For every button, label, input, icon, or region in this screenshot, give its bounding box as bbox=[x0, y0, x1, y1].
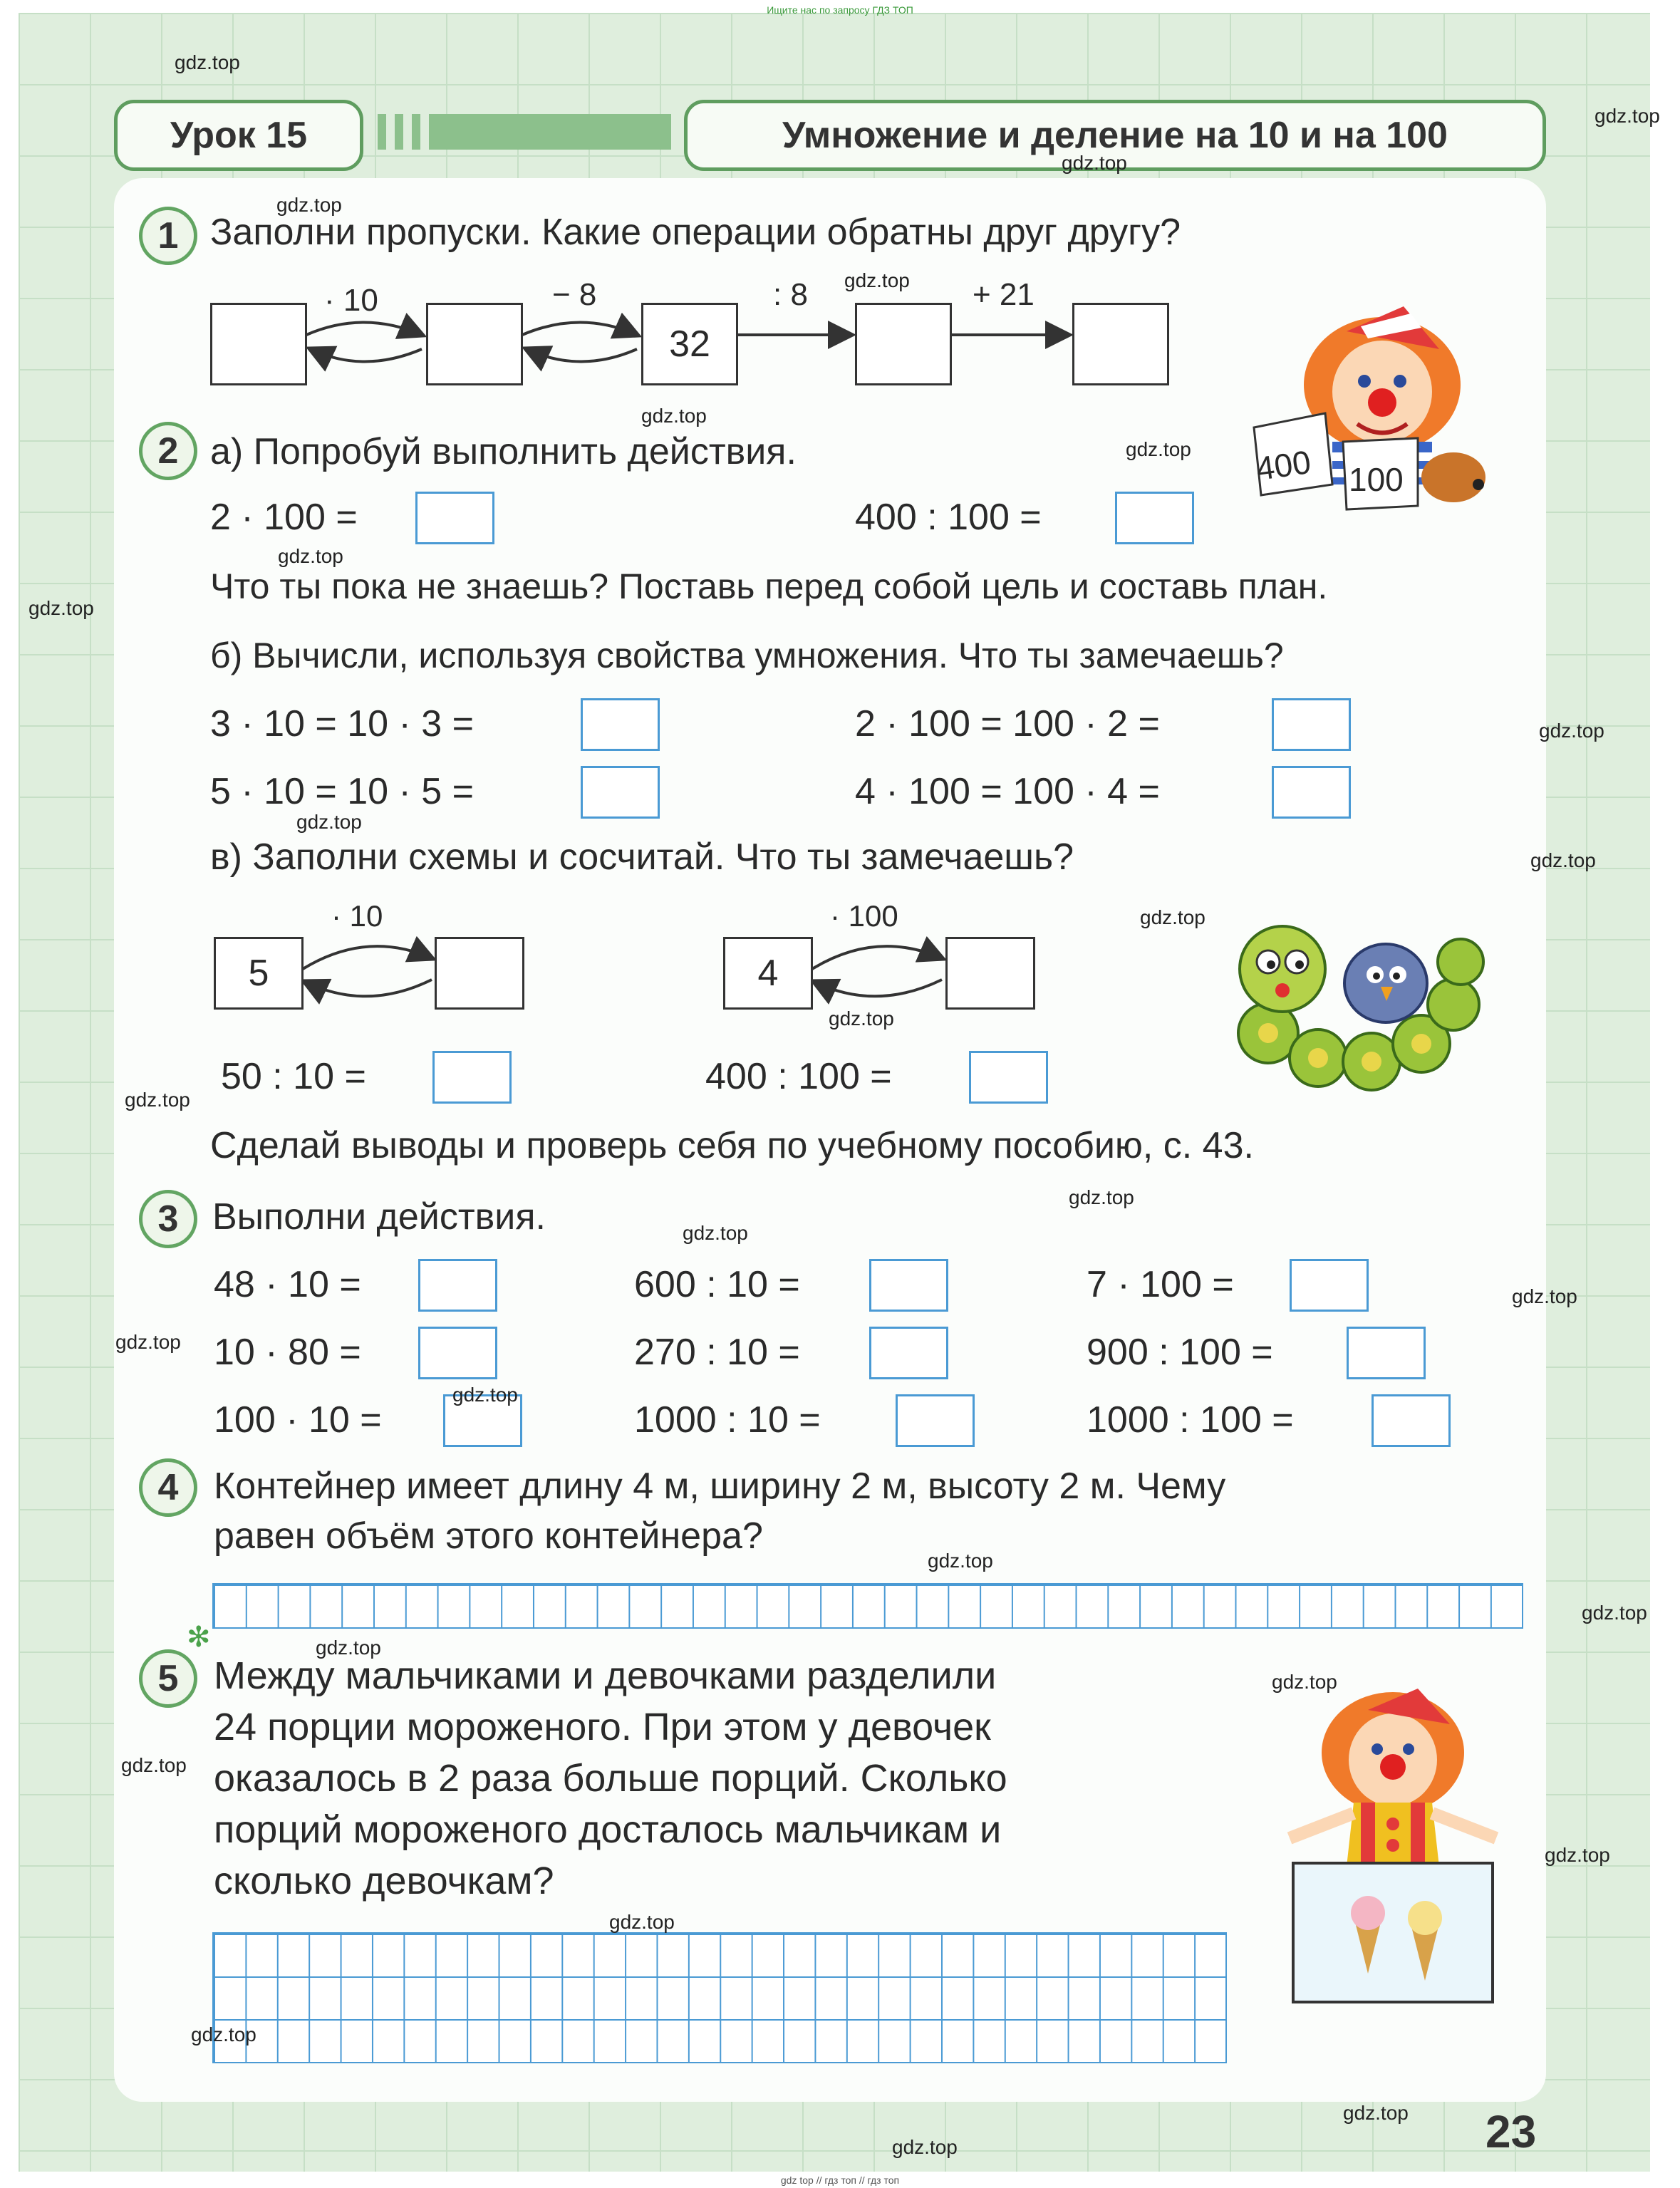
clown-icecream-illustration bbox=[1275, 1689, 1510, 2009]
bottom-banner: gdz top // гдз топ // гдз топ bbox=[780, 2174, 900, 2186]
watermark: gdz.top bbox=[1069, 1186, 1134, 1208]
clown-card: 400 bbox=[1253, 442, 1313, 488]
lesson-label: Урок 15 bbox=[114, 100, 363, 171]
expression: 10 · 80 = bbox=[214, 1332, 361, 1373]
watermark: gdz.top bbox=[115, 1331, 181, 1353]
op-label: · 10 bbox=[324, 283, 378, 318]
watermark: gdz.top bbox=[892, 2136, 958, 2158]
answer-box[interactable] bbox=[869, 1259, 948, 1312]
answer-box[interactable] bbox=[435, 937, 524, 1010]
watermark: gdz.top bbox=[1272, 1671, 1337, 1693]
task2a-question: Что ты пока не знаешь? Поставь перед собой цель и составь план. bbox=[210, 566, 1328, 606]
answer-box[interactable] bbox=[1272, 766, 1351, 819]
watermark: gdz.top bbox=[276, 194, 342, 216]
scheme-start-value: 4 bbox=[723, 937, 813, 1010]
task3-title: Выполни действия. bbox=[212, 1196, 546, 1238]
watermark: gdz.top bbox=[1512, 1285, 1577, 1307]
watermark: gdz.top bbox=[1582, 1602, 1647, 1624]
watermark: gdz.top bbox=[844, 269, 910, 291]
watermark: gdz.top bbox=[928, 1550, 993, 1572]
answer-grid[interactable] bbox=[212, 1583, 1523, 1629]
answer-box[interactable] bbox=[1272, 698, 1351, 751]
task2a-title: а) Попробуй выполнить действия. bbox=[210, 431, 797, 472]
scheme-start-value: 5 bbox=[214, 937, 304, 1010]
answer-box[interactable] bbox=[415, 492, 494, 544]
expression: 5 · 10 = 10 · 5 = bbox=[210, 771, 475, 812]
op-label: − 8 bbox=[552, 277, 597, 312]
answer-box[interactable] bbox=[581, 766, 660, 819]
given-number: 32 bbox=[641, 303, 738, 385]
clown-card: 100 bbox=[1349, 461, 1404, 498]
watermark: gdz.top bbox=[28, 597, 94, 619]
caterpillar-illustration bbox=[1204, 891, 1489, 1104]
watermark: gdz.top bbox=[1062, 152, 1127, 174]
watermark: gdz.top bbox=[121, 1754, 187, 1776]
watermark: gdz.top bbox=[296, 811, 362, 833]
task4-line: Контейнер имеет длину 4 м, ширину 2 м, высоту 2 м. Чему bbox=[214, 1466, 1226, 1507]
answer-box[interactable] bbox=[945, 937, 1035, 1010]
expression: 48 · 10 = bbox=[214, 1264, 361, 1305]
expression: 100 · 10 = bbox=[214, 1399, 382, 1441]
lesson-topic: Умножение и деление на 10 и на 100 bbox=[684, 100, 1546, 171]
answer-box[interactable] bbox=[896, 1394, 975, 1447]
top-banner: Ищите нас по запросу ГДЗ ТОП bbox=[767, 4, 913, 16]
task2-conclusion: Сделай выводы и проверь себя по учебному пособию, с. 43. bbox=[210, 1125, 1254, 1166]
watermark: gdz.top bbox=[829, 1007, 894, 1030]
answer-box[interactable] bbox=[969, 1051, 1048, 1104]
watermark: gdz.top bbox=[1539, 720, 1604, 742]
watermark: gdz.top bbox=[278, 545, 343, 567]
watermark: gdz.top bbox=[1343, 2102, 1409, 2124]
op-label: : 8 bbox=[773, 277, 808, 312]
watermark: gdz.top bbox=[191, 2023, 256, 2046]
op-label: + 21 bbox=[973, 277, 1035, 312]
task5-line: оказалось в 2 раза больше порций. Сколько bbox=[214, 1757, 1007, 1800]
watermark: gdz.top bbox=[316, 1637, 381, 1659]
watermark: gdz.top bbox=[1530, 849, 1596, 871]
answer-box[interactable] bbox=[869, 1327, 948, 1379]
expression: 4 · 100 = 100 · 4 = bbox=[855, 771, 1160, 812]
task-number: 2 bbox=[139, 422, 197, 480]
expression: 270 : 10 = bbox=[634, 1332, 800, 1373]
watermark: gdz.top bbox=[1140, 906, 1205, 928]
watermark: gdz.top bbox=[683, 1222, 748, 1244]
watermark: gdz.top bbox=[1545, 1844, 1610, 1866]
watermark: gdz.top bbox=[609, 1911, 675, 1933]
answer-box[interactable] bbox=[581, 698, 660, 751]
task4-line: равен объём этого контейнера? bbox=[214, 1515, 763, 1557]
op-label: · 10 bbox=[331, 899, 383, 933]
expression: 2 · 100 = bbox=[210, 497, 358, 538]
op-label: · 100 bbox=[830, 899, 898, 933]
answer-grid[interactable] bbox=[212, 1932, 1227, 2063]
answer-box[interactable] bbox=[1347, 1327, 1426, 1379]
expression: 2 · 100 = 100 · 2 = bbox=[855, 703, 1160, 745]
task-number: 3 bbox=[139, 1190, 197, 1248]
answer-box[interactable] bbox=[1290, 1259, 1369, 1312]
task-number: 5 bbox=[139, 1649, 197, 1708]
answer-box[interactable] bbox=[418, 1327, 497, 1379]
expression: 400 : 100 = bbox=[855, 497, 1042, 538]
asterisk-icon: ✻ bbox=[187, 1622, 211, 1653]
watermark: gdz.top bbox=[1595, 105, 1660, 127]
answer-box[interactable] bbox=[1372, 1394, 1451, 1447]
expression: 50 : 10 = bbox=[221, 1056, 366, 1097]
task5-line: 24 порции мороженого. При этом у девочек bbox=[214, 1706, 991, 1748]
expression: 400 : 100 = bbox=[705, 1056, 892, 1097]
page-number: 23 bbox=[1485, 2106, 1537, 2157]
task5-line: порций мороженого досталось мальчикам и bbox=[214, 1808, 1002, 1851]
answer-box[interactable] bbox=[1115, 492, 1194, 544]
expression: 1000 : 100 = bbox=[1087, 1399, 1294, 1441]
task1-text: Заполни пропуски. Какие операции обратны друг другу? bbox=[210, 212, 1181, 253]
watermark: gdz.top bbox=[175, 51, 240, 73]
expression: 900 : 100 = bbox=[1087, 1332, 1273, 1373]
clown-illustration bbox=[1240, 306, 1496, 541]
watermark: gdz.top bbox=[125, 1089, 190, 1111]
task2c-title: в) Заполни схемы и сосчитай. Что ты замечаешь? bbox=[210, 836, 1074, 878]
task-number: 4 bbox=[139, 1458, 197, 1517]
task2b-title: б) Вычисли, используя свойства умножения. Что ты замечаешь? bbox=[210, 636, 1284, 675]
expression: 3 · 10 = 10 · 3 = bbox=[210, 703, 475, 745]
task5-line: сколько девочкам? bbox=[214, 1860, 554, 1902]
expression: 600 : 10 = bbox=[634, 1264, 800, 1305]
answer-box[interactable] bbox=[432, 1051, 512, 1104]
watermark: gdz.top bbox=[1126, 438, 1191, 460]
answer-box[interactable] bbox=[418, 1259, 497, 1312]
watermark: gdz.top bbox=[452, 1384, 518, 1406]
expression: 1000 : 10 = bbox=[634, 1399, 821, 1441]
task-number: 1 bbox=[139, 207, 197, 265]
task5-line: Между мальчиками и девочками разделили bbox=[214, 1654, 997, 1697]
watermark: gdz.top bbox=[641, 405, 707, 427]
expression: 7 · 100 = bbox=[1087, 1264, 1234, 1305]
